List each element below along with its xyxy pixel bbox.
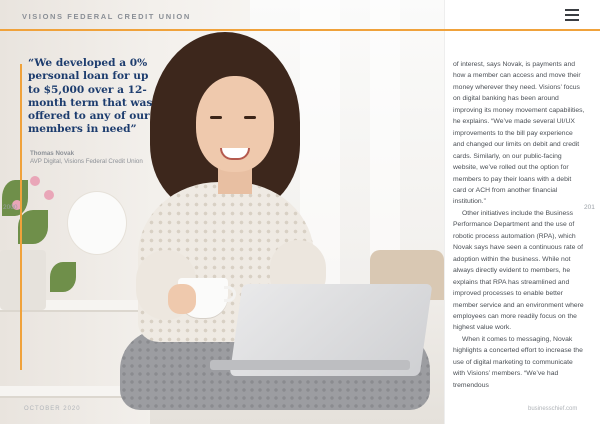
issue-date: OCTOBER 2020 bbox=[24, 406, 81, 412]
quote-author-role: AVP Digital, Visions Federal Credit Union bbox=[30, 158, 143, 165]
header-rule bbox=[0, 29, 600, 31]
page-number-right: 201 bbox=[584, 204, 595, 211]
page-number-left: 2000 bbox=[3, 204, 18, 211]
hand bbox=[168, 284, 196, 314]
article-paragraph: When it comes to messaging, Novak highlights a concerted effort to increase the use of digital marketing to communicate with Visions’ members. “We’ve had tremendous bbox=[453, 335, 583, 389]
eye bbox=[244, 116, 256, 119]
plant-pot bbox=[0, 250, 46, 310]
brand-title: VISIONS FEDERAL CREDIT UNION bbox=[22, 12, 191, 21]
article-body bbox=[453, 59, 585, 391]
plant-leaf bbox=[50, 262, 76, 292]
article-paragraph: of interest, says Novak, is payments and how a member can access and move their money wherever they need. Visions’ focus on digital banking has been around improving its money movement capabilities, he explains. “We’ve made several UI/UX improvements to the bill pay experience and changed our limits on debit and credit cards. Similarly, on our public-facing website, we’ve rolled out the option for members to pay their loans with a debit card or ACH from another financial institution.” bbox=[453, 61, 585, 206]
plant-leaf bbox=[18, 210, 48, 244]
laptop-base bbox=[210, 360, 410, 370]
flower bbox=[44, 190, 54, 200]
flower bbox=[30, 176, 40, 186]
quote-accent-bar bbox=[20, 64, 22, 370]
article-paragraph: Other initiatives include the Business Performance Department and the use of robotic process automation (RPA), which Novak says have seen a continuous rate of adoption within the business. While not always directly evident to members, he explains that RPA has streamlined and improved processes to enable better member service and an environment where employees can more readily focus on the highest value work. bbox=[453, 209, 584, 332]
eye bbox=[210, 116, 222, 119]
pull-quote: “We developed a 0% personal loan for up to $5,000 over a 12-month term that was offered to any of our members in need” bbox=[28, 57, 153, 136]
quote-author: Thomas Novak bbox=[30, 150, 75, 157]
hamburger-menu-icon[interactable] bbox=[565, 9, 579, 21]
lamp bbox=[68, 192, 126, 254]
site-link[interactable]: businesschief.com bbox=[528, 406, 578, 412]
